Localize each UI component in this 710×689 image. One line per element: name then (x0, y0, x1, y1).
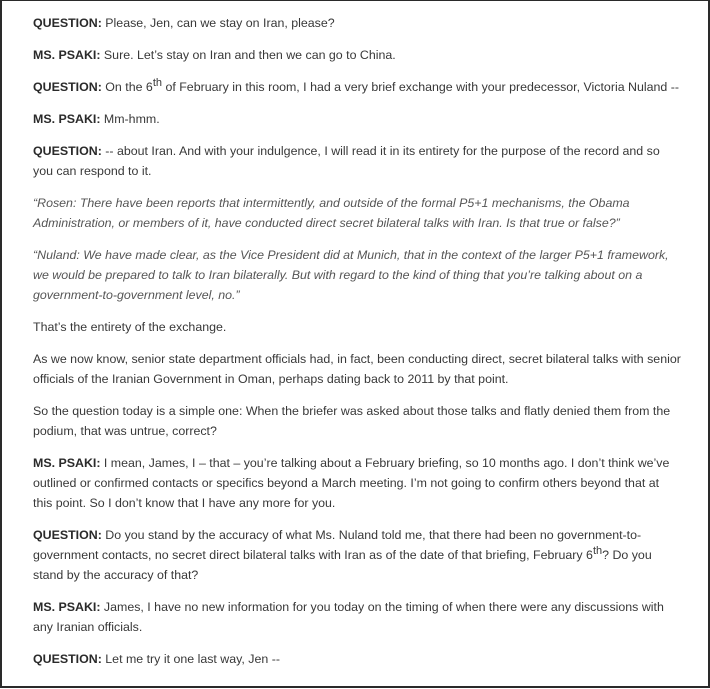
transcript-paragraph (33, 77, 681, 97)
paragraph-text: I mean, James, I – that – you’re talking about a February briefing, so 10 months ago. I don’t think we’ve outlined or confirmed contacts or specifics beyond a March meeting. I’m not going to confirm others beyond that at this point. So I don’t know that I have any more for you. (33, 456, 670, 510)
paragraph-text: On the 6 (101, 80, 153, 94)
speaker-label: QUESTION: (33, 144, 102, 158)
paragraph-text: Do you stand by the accuracy of what Ms. Nuland told me, that there had been no government-to-government contacts, no secret direct bilateral talks with Iran as of the date of that briefing, February 6 (33, 528, 642, 562)
speaker-label: QUESTION: (33, 80, 102, 94)
speaker-label: QUESTION: (33, 16, 102, 30)
transcript-paragraph (33, 597, 681, 637)
paragraph-text: ? Do you stand by the accuracy of that? (33, 548, 652, 582)
paragraph-text: Please, Jen, can we stay on Iran, please? (101, 16, 335, 30)
paragraph-text: -- about Iran. And with your indulgence, I will read it in its entirety for the purpose of the record and so you can respond to it. (33, 144, 660, 178)
paragraph-text: of February in this room, I had a very brief exchange with your predecessor, Victoria Nuland -- (162, 80, 679, 94)
paragraph-text: James, I have no new information for you today on the timing of when there were any discussions with any Iranian officials. (33, 600, 664, 634)
speaker-label: MS. PSAKI: (33, 456, 101, 470)
speaker-label: MS. PSAKI: (33, 112, 101, 126)
paragraph-text: Mm-hmm. (100, 112, 160, 126)
transcript-paragraph (33, 45, 681, 65)
transcript (33, 13, 681, 681)
transcript-paragraph: That’s the entirety of the exchange. (33, 320, 227, 334)
paragraph-text: Sure. Let’s stay on Iran and then we can go to China. (100, 48, 396, 62)
ordinal-superscript: th (152, 77, 163, 89)
transcript-paragraph (33, 525, 681, 585)
transcript-paragraph (33, 141, 681, 181)
quoted-exchange-nuland: “Nuland: We have made clear, as the Vice President did at Munich, that in the context of the larger P5+1 framework, we would be prepared to talk to Iran bilaterally. But with regard to the kind of thing that you’re talking about on a government-to-government level, no.” (33, 248, 669, 302)
speaker-label: MS. PSAKI: (33, 600, 101, 614)
transcript-paragraph (33, 109, 681, 129)
transcript-paragraph (33, 453, 681, 513)
transcript-paragraph (33, 649, 681, 669)
transcript-paragraph: So the question today is a simple one: When the briefer was asked about those talks and flatly denied them from the podium, that was untrue, correct? (33, 404, 671, 438)
speaker-label: MS. PSAKI: (33, 48, 101, 62)
transcript-paragraph: As we now know, senior state department officials had, in fact, been conducting direct, secret bilateral talks with senior officials of the Iranian Government in Oman, perhaps dating back to 2011 by that point. (33, 352, 681, 386)
transcript-paragraph (33, 13, 681, 33)
speaker-label: QUESTION: (33, 528, 102, 542)
paragraph-text: Let me try it one last way, Jen -- (101, 652, 280, 666)
quoted-exchange-rosen: “Rosen: There have been reports that intermittently, and outside of the formal P5+1 mechanisms, the Obama Administration, or members of it, have conducted direct secret bilateral talks with Iran. Is that true or false?” (33, 196, 630, 230)
ordinal-superscript: th (592, 545, 603, 557)
speaker-label: QUESTION: (33, 652, 102, 666)
